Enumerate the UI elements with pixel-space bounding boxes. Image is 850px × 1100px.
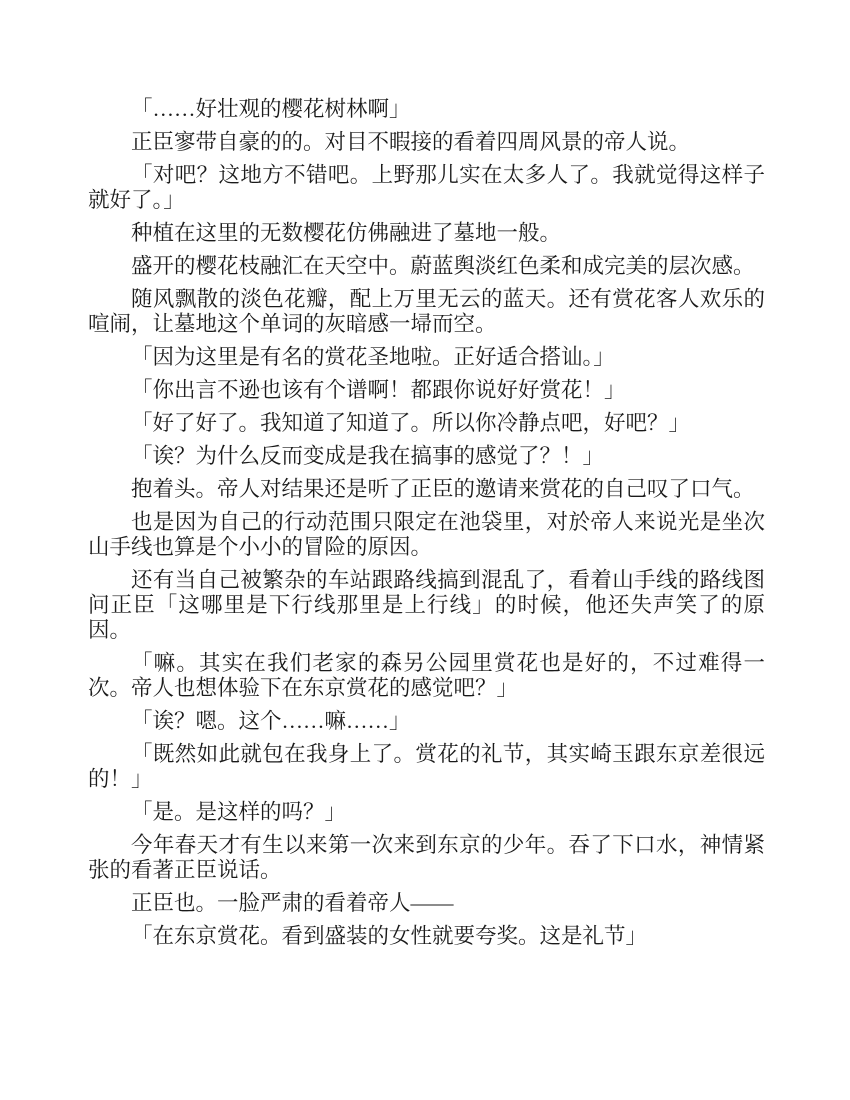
paragraph: 「好了好了。我知道了知道了。所以你冷静点吧，好吧？」 [131,411,691,435]
paragraph: 还有当自己被繁杂的车站跟路线搞到混乱了，看着山手线的路线图问正臣「这哪里是下行线那里是上行线」的时候，他还失声笑了的原因。 [88,568,765,642]
paragraph: 「因为这里是有名的赏花圣地啦。正好适合搭讪。」 [131,345,615,369]
paragraph: 也是因为自己的行动范围只限定在池袋里，对於帝人来说光是坐次山手线也算是个小小的冒险的原因。 [88,510,765,559]
paragraph: 「在东京赏花。看到盛装的女性就要夸奖。这是礼节」 [131,924,648,948]
paragraph: 种植在这里的无数樱花仿佛融进了墓地一般。 [131,221,562,245]
paragraph: 盛开的樱花枝融汇在天空中。蔚蓝舆淡红色柔和成完美的层次感。 [131,254,755,278]
paragraph: 「诶？嗯。这个……嘛……」 [131,709,411,733]
paragraph: 「既然如此就包在我身上了。赏花的礼节，其实崎玉跟东京差很远的！」 [88,742,765,791]
paragraph: 「对吧？这地方不错吧。上野那儿实在太多人了。我就觉得这样子就好了。」 [88,163,765,212]
paragraph: 「你出言不逊也该有个谱啊！都跟你说好好赏花！」 [131,378,626,402]
paragraph: 「……好壮观的樱花树林啊」 [131,97,411,121]
paragraph: 「嘛。其实在我们老家的森另公园里赏花也是好的，不过难得一次。帝人也想体验下在东京赏花的感觉吧？」 [88,651,765,700]
paragraph: 今年春天才有生以来第一次来到东京的少年。吞了下口水，神情紧张的看著正臣说话。 [88,833,765,882]
paragraph: 正臣也。一脸严肃的看着帝人—— [131,891,454,915]
paragraph: 「诶？为什么反而变成是我在搞事的感觉了？！」 [131,444,605,468]
paragraph: 随风飘散的淡色花瓣，配上万里无云的蓝天。还有赏花客人欢乐的喧闹，让墓地这个单词的灰暗感一埽而空。 [88,287,765,336]
paragraph: 正臣寥带自豪的的。对目不暇接的看着四周风景的帝人说。 [131,130,691,154]
paragraph: 「是。是这样的吗？」 [131,800,347,824]
paragraph: 抱着头。帝人对结果还是听了正臣的邀请来赏花的自己叹了口气。 [131,477,755,501]
